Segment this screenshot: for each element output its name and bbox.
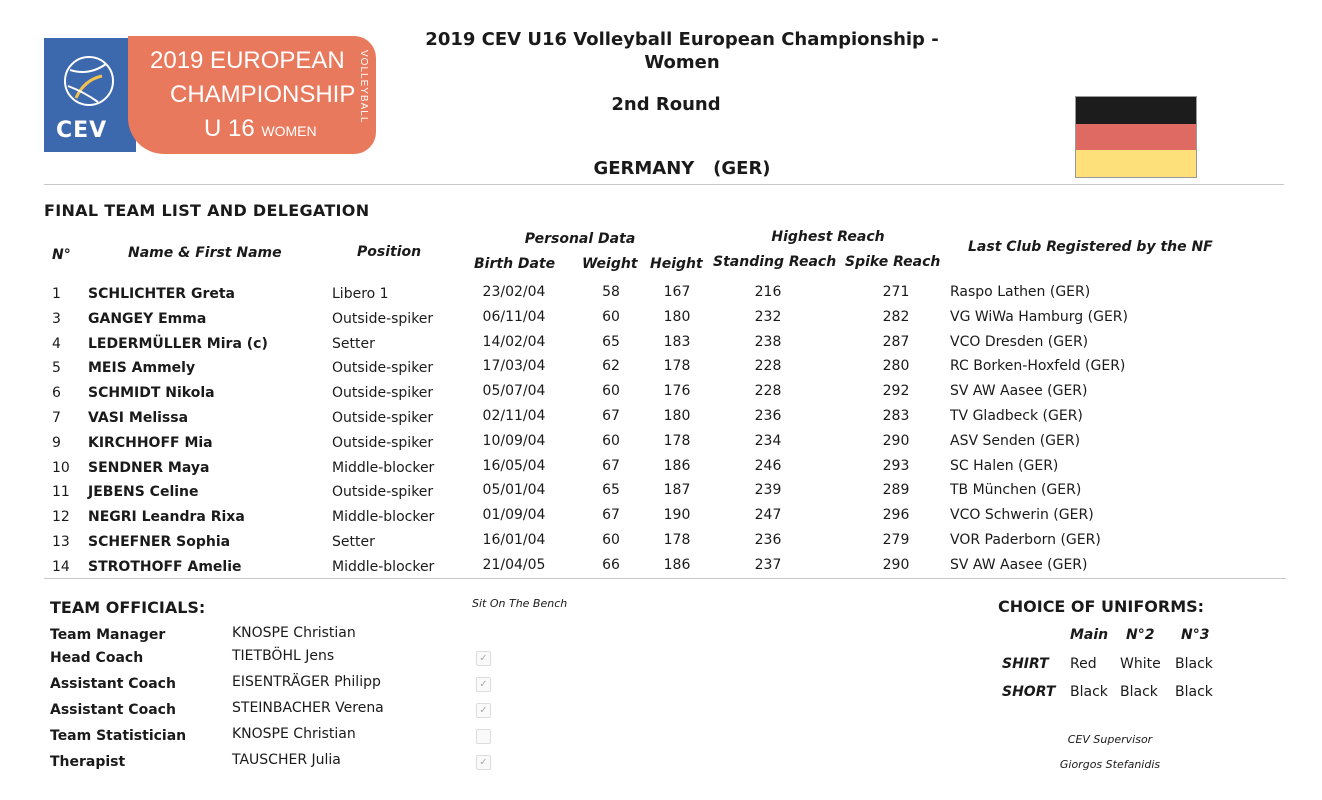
player-number: 4 <box>52 335 61 352</box>
header-divider <box>44 184 1284 185</box>
player-birth-date: 05/07/04 <box>482 383 546 400</box>
officials-title: TEAM OFFICIALS: <box>50 598 206 617</box>
player-standing-reach: 246 <box>754 457 782 474</box>
player-club: Raspo Lathen (GER) <box>950 284 1091 300</box>
player-standing-reach: 228 <box>754 383 782 400</box>
player-standing-reach: 232 <box>754 308 782 325</box>
player-name: SCHLICHTER Greta <box>88 286 235 302</box>
logo-orange-panel <box>128 36 376 154</box>
official-name: TIETBÖHL Jens <box>232 648 335 664</box>
player-weight: 67 <box>602 408 620 424</box>
player-birth-date: 05/01/04 <box>482 482 546 499</box>
col-position: Position <box>357 244 422 260</box>
player-birth-date: 21/04/05 <box>482 556 546 573</box>
official-role: Assistant Coach <box>50 676 176 692</box>
player-birth-date: 16/05/04 <box>482 457 546 474</box>
player-height: 167 <box>663 284 691 300</box>
shirt-color: White <box>1120 656 1161 672</box>
player-club: VOR Paderborn (GER) <box>950 532 1101 548</box>
short-label: SHORT <box>1002 684 1056 700</box>
title-line-2: Women <box>644 52 720 73</box>
player-standing-reach: 236 <box>754 532 782 548</box>
player-spike-reach: 279 <box>882 532 910 548</box>
short-color: Black <box>1070 684 1108 700</box>
player-spike-reach: 292 <box>882 383 910 400</box>
logo-u16: U 16 <box>204 115 255 142</box>
player-spike-reach: 287 <box>882 333 910 350</box>
uniform-column-header: N°3 <box>1181 627 1210 643</box>
player-name: GANGEY Emma <box>88 310 207 327</box>
player-position: Outside-spiker <box>332 484 434 501</box>
shirt-color: Red <box>1070 656 1097 672</box>
official-role: Team Statistician <box>50 728 187 744</box>
player-height: 183 <box>663 333 691 350</box>
shirt-color: Black <box>1175 656 1213 672</box>
official-name: KNOSPE Christian <box>232 726 356 742</box>
player-name: SCHEFNER Sophia <box>88 534 231 550</box>
short-color: Black <box>1120 684 1158 700</box>
bench-checkbox[interactable]: ✓ <box>476 755 491 770</box>
player-spike-reach: 290 <box>882 432 910 449</box>
player-name: NEGRI Leandra Rixa <box>88 509 245 526</box>
col-spike-reach: Spike Reach <box>845 254 941 270</box>
player-number: 9 <box>52 434 61 451</box>
player-birth-date: 06/11/04 <box>482 308 546 325</box>
player-spike-reach: 283 <box>882 408 910 424</box>
player-weight: 58 <box>602 284 620 300</box>
player-name: SCHMIDT Nikola <box>88 385 215 402</box>
official-role: Head Coach <box>50 650 144 666</box>
player-standing-reach: 247 <box>754 507 782 524</box>
player-weight: 60 <box>602 432 620 449</box>
player-club: RC Borken-Hoxfeld (GER) <box>950 358 1126 375</box>
player-standing-reach: 228 <box>754 358 782 375</box>
player-spike-reach: 271 <box>882 284 910 300</box>
document-title <box>400 28 964 74</box>
player-height: 186 <box>663 457 691 474</box>
team-name: GERMANY (GER) <box>593 158 771 179</box>
bench-checkbox[interactable]: ✓ <box>476 651 491 666</box>
bench-label: Sit On The Bench <box>472 597 568 610</box>
col-number: N° <box>52 247 71 263</box>
player-height: 178 <box>663 532 691 548</box>
col-weight: Weight <box>582 256 638 272</box>
table-divider <box>44 578 1286 579</box>
title-line-1: 2019 CEV U16 Volleyball European Championship - <box>425 29 939 50</box>
player-height: 180 <box>663 308 691 325</box>
player-number: 12 <box>52 509 70 526</box>
player-birth-date: 10/09/04 <box>482 432 546 449</box>
official-name: STEINBACHER Verena <box>232 700 384 716</box>
player-position: Outside-spiker <box>332 410 434 426</box>
col-height: Height <box>650 256 703 272</box>
logo-line-2: CHAMPIONSHIP <box>170 81 356 108</box>
player-number: 5 <box>52 360 61 377</box>
uniform-column-header: N°2 <box>1126 627 1155 643</box>
championship-logo <box>44 36 376 154</box>
player-standing-reach: 216 <box>754 284 782 300</box>
round-label: 2nd Round <box>611 94 721 115</box>
player-club: SV AW Aasee (GER) <box>950 383 1088 400</box>
player-club: SC Halen (GER) <box>950 457 1059 474</box>
player-number: 3 <box>52 310 61 327</box>
player-weight: 67 <box>602 457 620 474</box>
player-position: Middle-blocker <box>332 459 435 476</box>
player-weight: 65 <box>602 333 620 350</box>
player-number: 7 <box>52 410 61 426</box>
player-position: Outside-spiker <box>332 360 434 377</box>
player-number: 14 <box>52 558 70 575</box>
bench-checkbox[interactable]: ✓ <box>476 703 491 718</box>
player-height: 187 <box>663 482 691 499</box>
player-weight: 66 <box>602 556 620 573</box>
player-position: Outside-spiker <box>332 310 434 327</box>
logo-vertical-text: VOLLEYBALL <box>358 50 369 124</box>
player-spike-reach: 290 <box>882 556 910 573</box>
col-club: Last Club Registered by the NF <box>968 239 1213 255</box>
player-position: Middle-blocker <box>332 509 435 526</box>
player-birth-date: 23/02/04 <box>482 284 546 300</box>
section-title: FINAL TEAM LIST AND DELEGATION <box>44 201 370 220</box>
player-position: Libero 1 <box>332 286 389 302</box>
player-name: SENDNER Maya <box>88 459 210 476</box>
player-club: SV AW Aasee (GER) <box>950 556 1088 573</box>
player-standing-reach: 236 <box>754 408 782 424</box>
player-position: Outside-spiker <box>332 434 434 451</box>
player-weight: 65 <box>602 482 620 499</box>
player-height: 190 <box>663 507 691 524</box>
player-name: KIRCHHOFF Mia <box>88 434 213 451</box>
player-club: VCO Schwerin (GER) <box>950 507 1094 524</box>
player-weight: 62 <box>602 358 620 375</box>
player-birth-date: 17/03/04 <box>482 358 546 375</box>
supervisor-name: Giorgos Stefanidis <box>1059 758 1161 771</box>
col-highest-reach: Highest Reach <box>771 229 885 245</box>
player-name: JEBENS Celine <box>88 484 199 501</box>
player-height: 176 <box>663 383 691 400</box>
player-club: TV Gladbeck (GER) <box>950 408 1083 424</box>
player-club: TB München (GER) <box>950 482 1082 499</box>
flag-stripe-top <box>1076 97 1196 124</box>
official-name: TAUSCHER Julia <box>232 752 341 768</box>
player-club: ASV Senden (GER) <box>950 432 1081 449</box>
bench-checkbox[interactable]: ✓ <box>476 677 491 692</box>
player-standing-reach: 239 <box>754 482 782 499</box>
player-height: 180 <box>663 408 691 424</box>
player-number: 10 <box>52 459 70 476</box>
player-name: STROTHOFF Amelie <box>88 558 242 575</box>
player-standing-reach: 234 <box>754 432 782 449</box>
player-position: Outside-spiker <box>332 385 434 402</box>
logo-cev-text: CEV <box>56 118 108 143</box>
player-height: 186 <box>663 556 691 573</box>
player-number: 6 <box>52 385 61 402</box>
player-birth-date: 14/02/04 <box>482 333 546 350</box>
player-number: 13 <box>52 534 70 550</box>
player-birth-date: 16/01/04 <box>482 532 546 548</box>
player-number: 1 <box>52 286 61 302</box>
player-weight: 60 <box>602 308 620 325</box>
player-weight: 67 <box>602 507 620 524</box>
volleyball-icon <box>54 46 124 116</box>
player-spike-reach: 296 <box>882 507 910 524</box>
player-club: VG WiWa Hamburg (GER) <box>950 308 1128 325</box>
player-name: LEDERMÜLLER Mira (c) <box>88 335 268 352</box>
uniforms-title: CHOICE OF UNIFORMS: <box>998 597 1205 616</box>
short-color: Black <box>1175 684 1213 700</box>
player-height: 178 <box>663 432 691 449</box>
player-birth-date: 01/09/04 <box>482 507 546 524</box>
uniform-column-header: Main <box>1070 627 1109 643</box>
supervisor-label: CEV Supervisor <box>1067 733 1153 746</box>
official-role: Therapist <box>50 754 126 770</box>
player-position: Middle-blocker <box>332 558 435 575</box>
player-position: Setter <box>332 534 375 550</box>
player-weight: 60 <box>602 383 620 400</box>
player-number: 11 <box>52 484 70 501</box>
flag-stripe-bottom <box>1076 150 1196 177</box>
shirt-label: SHIRT <box>1002 656 1049 672</box>
flag-stripe-middle <box>1076 124 1196 151</box>
logo-women: WOMEN <box>261 123 317 139</box>
player-birth-date: 02/11/04 <box>482 408 546 424</box>
logo-line-1: 2019 EUROPEAN <box>150 47 345 74</box>
player-spike-reach: 289 <box>882 482 910 499</box>
col-personal-data: Personal Data <box>524 231 636 247</box>
player-spike-reach: 293 <box>882 457 910 474</box>
player-name: MEIS Ammely <box>88 360 196 377</box>
player-position: Setter <box>332 335 375 352</box>
player-height: 178 <box>663 358 691 375</box>
player-weight: 60 <box>602 532 620 548</box>
logo-line-3 <box>204 116 317 144</box>
bench-checkbox[interactable] <box>476 729 491 744</box>
col-name: Name & First Name <box>128 245 282 261</box>
germany-flag <box>1075 96 1197 178</box>
player-name: VASI Melissa <box>88 410 189 426</box>
player-club: VCO Dresden (GER) <box>950 333 1089 350</box>
official-role: Team Manager <box>50 627 166 643</box>
player-spike-reach: 282 <box>882 308 910 325</box>
official-name: KNOSPE Christian <box>232 625 356 641</box>
col-standing-reach: Standing Reach <box>713 254 837 270</box>
col-birth-date: Birth Date <box>474 256 556 272</box>
player-standing-reach: 237 <box>754 556 782 573</box>
logo-blue-panel <box>44 38 136 152</box>
official-name: EISENTRÄGER Philipp <box>232 674 381 690</box>
official-role: Assistant Coach <box>50 702 176 718</box>
player-spike-reach: 280 <box>882 358 910 375</box>
player-standing-reach: 238 <box>754 333 782 350</box>
